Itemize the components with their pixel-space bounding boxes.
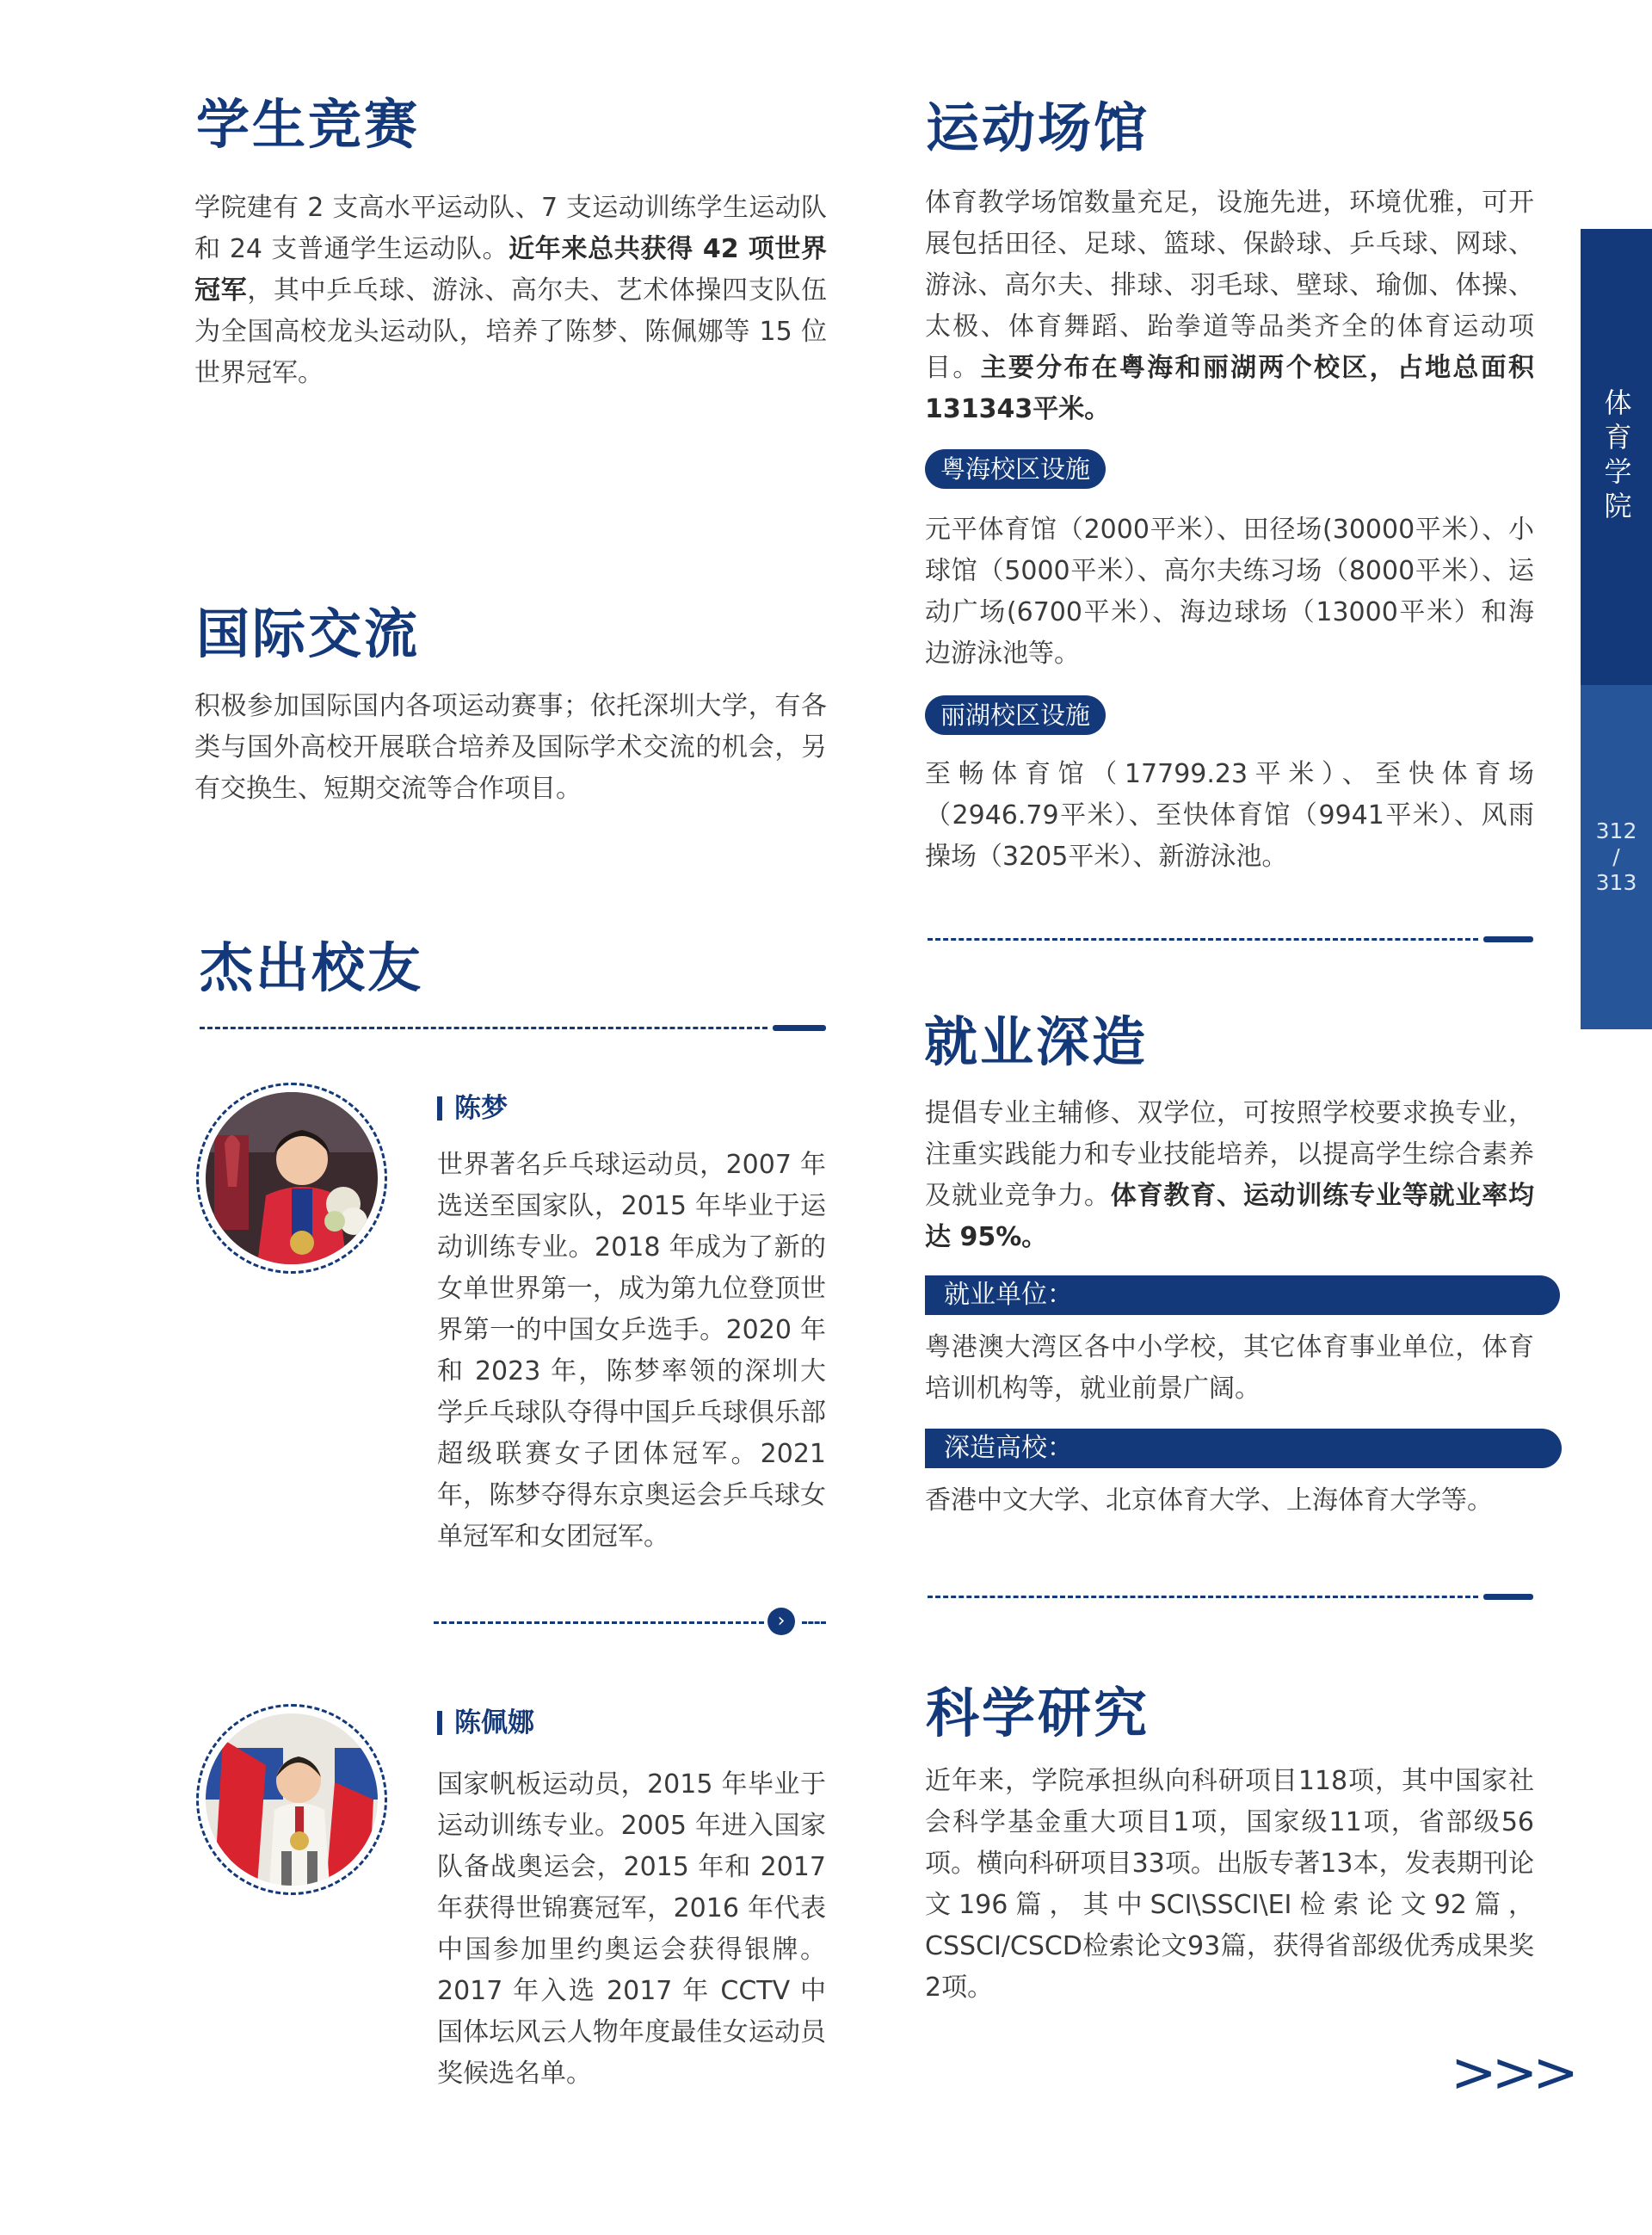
section-title-alumni: 杰出校友	[200, 936, 424, 999]
chen-meng-photo	[206, 1092, 378, 1264]
venues-text: 体育教学场馆数量充足，设施先进，环境优雅，可开展包括田径、足球、篮球、保龄球、乒乓球、网球、游泳、高尔夫、排球、羽毛球、壁球、瑜伽、体操、太极、体育舞蹈、跆拳道等品类齐全的体育运动项目。主要分布在粤海和丽湖两个校区，占地总面积131343平米。	[925, 188, 1535, 424]
alumni-name: 陈佩娜	[437, 1701, 534, 1739]
career-study-label: 深造高校：	[925, 1429, 1562, 1468]
venues-divider-end	[1483, 936, 1533, 942]
career-employer-label: 就业单位：	[925, 1275, 1560, 1315]
exchange-text: 积极参加国际国内各项运动赛事；依托深圳大学，有各类与国外高校开展联合培养及国际学术交流的机会，另有交换生、短期交流等合作项目。	[194, 691, 827, 804]
sidebar-tab-title	[1581, 229, 1652, 685]
next-alumni-button[interactable]: ›	[767, 1608, 795, 1635]
avatar-chen-meng	[196, 1083, 387, 1274]
page-number-top: 312	[1595, 818, 1637, 843]
career-divider-end	[1483, 1594, 1533, 1600]
research-text: 近年来，学院承担纵向科研项目118项，其中国家社会科学基金重大项目1项，国家级11项，省部级56项。横向科研项目33项。出版专著13本，发表期刊论文196篇，其中SCI\SSCI\EI检索论文92篇，CSSCI/CSCD检索论文93篇，获得省部级优秀成果奖2项。	[925, 1766, 1534, 2003]
alumni-separator-tail	[802, 1621, 826, 1624]
sidebar-page-number	[1581, 685, 1652, 1029]
venues-highlight: 主要分布在粤海和丽湖两个校区，占地总面积131343平米。	[925, 353, 1535, 424]
alumni-separator	[434, 1621, 764, 1624]
sidebar-label: 体育学院	[1600, 388, 1633, 526]
alumni-bio: 国家帆板运动员，2015 年毕业于运动训练专业。2005 年进入国家队备战奥运会，2015 年和 2017 年获得世锦赛冠军，2016 年代表中国参加里约奥运会获得银牌。2017 年入选 2017 年 CCTV 中国体坛风云人物年度最佳女运动员奖候选名单。	[437, 1769, 826, 2089]
next-page-arrows[interactable]: >>>	[1451, 2041, 1574, 2105]
page-number-bottom: 313	[1595, 870, 1637, 895]
career-study-text: 香港中文大学、北京体育大学、上海体育大学等。	[925, 1485, 1493, 1516]
section-title-exchange: 国际交流	[196, 602, 421, 665]
competition-highlight: 近年来总共获得 42 项世界冠军	[194, 234, 828, 306]
career-text: 提倡专业主辅修、双学位，可按照学校要求换专业，注重实践能力和专业技能培养，以提高学生综合素养及就业竞争力。体育教育、运动训练专业等就业率均达 95%。	[925, 1098, 1535, 1252]
career-employer-text: 粤港澳大湾区各中小学校，其它体育事业单位，体育培训机构等，就业前景广阔。	[925, 1332, 1534, 1404]
career-highlight: 体育教育、运动训练专业等就业率均达 95%。	[925, 1181, 1535, 1252]
section-title-research: 科学研究	[926, 1682, 1150, 1744]
alumni-bio: 世界著名乒乓球运动员，2007 年选送至国家队，2015 年毕业于运动训练专业。2018 年成为了新的女单世界第一，成为第九位登顶世界第一的中国女乒选手。2020 年和 2023 年，陈梦率领的深圳大学乒乓球队夺得中国乒乓球俱乐部超级联赛女子团体冠军。2021 年，陈梦夺得东京奥运会乒乓球女单冠军和女团冠军。	[437, 1150, 826, 1552]
section-title-venues: 运动场馆	[926, 96, 1150, 159]
avatar-chen-peina	[196, 1704, 387, 1895]
section-title-career: 就业深造	[924, 1010, 1149, 1073]
campus-label-yuehai: 粤海校区设施	[925, 449, 1106, 489]
page-number-separator: /	[1612, 844, 1620, 869]
campus-text-lihu: 至畅体育馆（17799.23平米）、至快体育场（2946.79平米）、至快体育馆（9941平米）、风雨操场（3205平米）、新游泳池。	[925, 759, 1534, 872]
section-title-competition: 学生竞赛	[196, 93, 421, 156]
campus-label-lihu: 丽湖校区设施	[925, 695, 1106, 735]
career-divider	[928, 1596, 1478, 1598]
alumni-divider	[200, 1027, 767, 1029]
competition-text: 学院建有 2 支高水平运动队、7 支运动训练学生运动队和 24 支普通学生运动队。近年来总共获得 42 项世界冠军，其中乒乓球、游泳、高尔夫、艺术体操四支队伍为全国高校龙头运动队，培养了陈梦、陈佩娜等 15 位世界冠军。	[194, 193, 828, 388]
venues-divider	[928, 938, 1478, 941]
alumni-divider-end	[773, 1025, 826, 1031]
alumni-name: 陈梦	[437, 1086, 508, 1125]
campus-text-yuehai: 元平体育馆（2000平米）、田径场(30000平米）、小球馆（5000平米）、高尔夫练习场（8000平米）、运动广场(6700平米）、海边球场（13000平米）和海边游泳池等。	[925, 515, 1534, 669]
chen-peina-photo	[206, 1713, 378, 1886]
